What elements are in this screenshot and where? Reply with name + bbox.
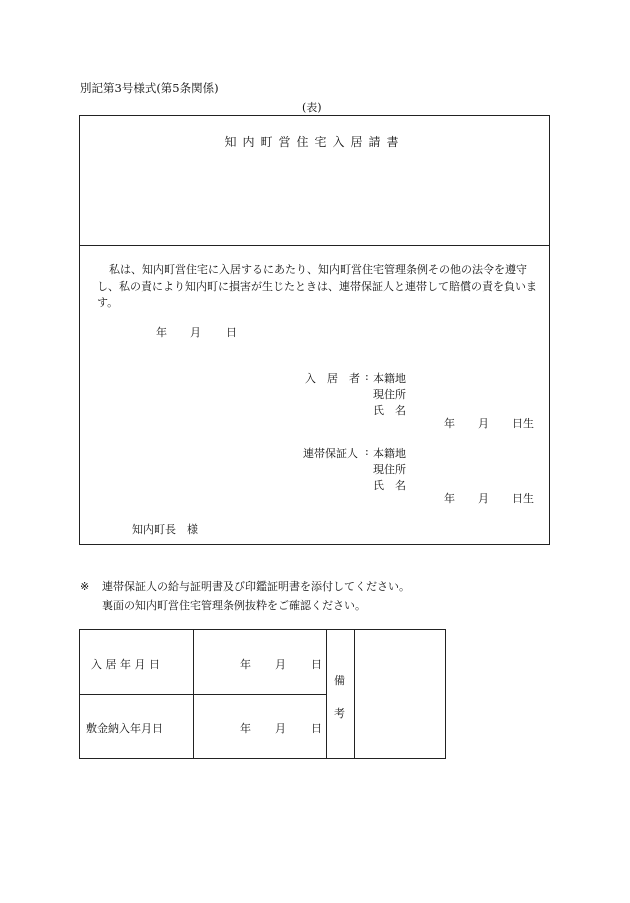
resident-name-label: 氏 名 [373,404,406,417]
pledge-text: 私は、知内町営住宅に入居するにあたり、知内町営住宅管理条例その他の法令を遵守し、私の責により知内町に損害が生じたときは、連帯保証人と連帯して賠償の責を負います。 [97,263,537,309]
deposit-year: 年 [240,722,251,735]
resident-birth-month: 月 [478,417,489,430]
resident-birth-year: 年 [444,417,455,430]
deposit-month: 月 [275,722,286,735]
guarantor-colon: : [365,445,369,458]
guarantor-birth-year: 年 [444,492,455,505]
deposit-date-label: 敷金納入年月日 [86,722,163,735]
move-in-day: 日 [311,658,322,671]
guarantor-address-label: 現住所 [373,463,406,476]
date-month-label: 月 [190,326,201,339]
table-col-divider-3 [354,629,355,759]
move-in-month: 月 [275,658,286,671]
application-box [79,115,550,545]
notes [80,577,410,615]
note-text-1: 連帯保証人の給与証明書及び印鑑証明書を添付してください。 [102,580,410,593]
table-row-divider [79,694,327,695]
addressee: 知内町長 様 [132,523,198,536]
move-in-year: 年 [240,658,251,671]
resident-birth-day: 日生 [512,417,534,430]
guarantor-label: 連帯保証人 [303,447,358,460]
note-text-2: 裏面の知内町営住宅管理条例抜粋をご確認ください。 [102,599,366,612]
title-divider [79,245,550,246]
note-mark: ※ [80,580,90,593]
form-title: 知内町営住宅入居請書 [224,135,405,149]
guarantor-birth-day: 日生 [512,492,534,505]
date-day-label: 日 [226,326,237,339]
guarantor-name-label: 氏 名 [373,479,406,492]
deposit-day: 日 [311,722,322,735]
resident-address-label: 現住所 [373,388,406,401]
remarks-label-char-2: 考 [334,707,345,720]
note-line-2 [80,596,410,615]
guarantor-domicile-label: 本籍地 [373,447,406,460]
note-line-1 [80,577,410,596]
form-number-label: 別記第3号様式(第5条関係) [80,81,219,95]
remarks-label-char-1: 備 [334,674,345,687]
guarantor-birth-month: 月 [478,492,489,505]
resident-label: 入 居 者 [305,372,360,385]
resident-colon: : [365,370,369,383]
date-year-label: 年 [156,326,167,339]
resident-domicile-label: 本籍地 [373,372,406,385]
move-in-date-label: 入 居 年 月 日 [91,658,160,671]
side-indicator: (表) [302,101,322,114]
